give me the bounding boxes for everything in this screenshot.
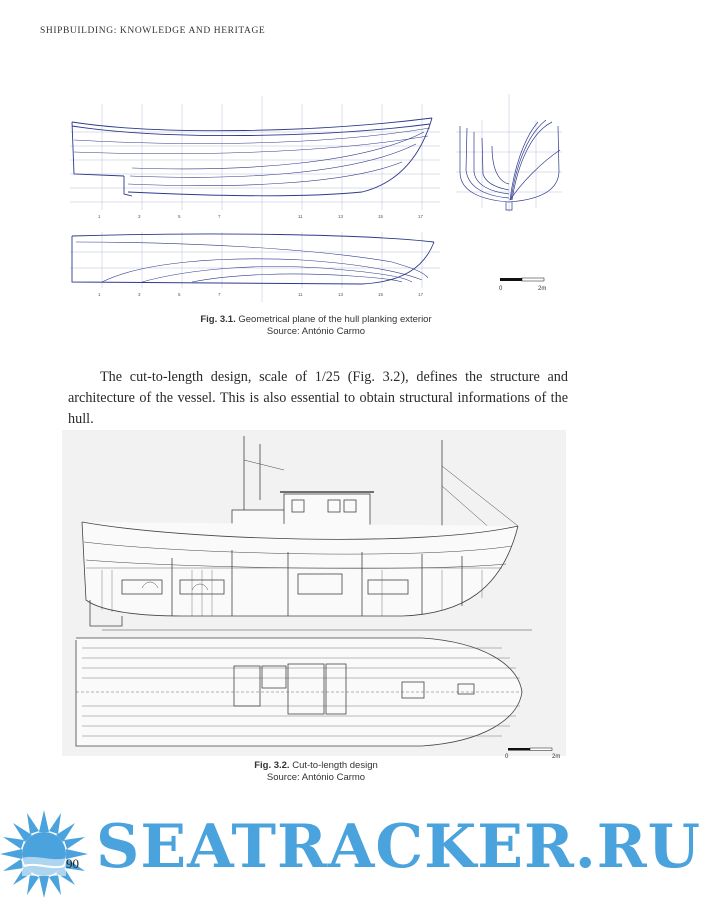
figure-hull-lines-drawing: [62, 92, 572, 304]
figure1-scale-start: 0: [499, 286, 503, 292]
svg-text:5: 5: [178, 214, 181, 219]
svg-text:7: 7: [218, 214, 221, 219]
svg-text:3: 3: [138, 292, 141, 297]
svg-text:1: 1: [98, 214, 101, 219]
svg-text:7: 7: [218, 292, 221, 297]
figure2-scale-labels: [505, 754, 585, 764]
svg-text:1: 1: [98, 292, 101, 297]
svg-text:3: 3: [138, 214, 141, 219]
svg-text:13: 13: [338, 214, 344, 219]
page-number: 90: [66, 856, 79, 871]
body-paragraph: The cut-to-length design, scale of 1/25 (Fig. 3.2), defines the structure and architecture of the vessel. This is also essential to obtain structural informations of the hull.: [68, 369, 568, 427]
svg-text:17: 17: [418, 214, 424, 219]
svg-text:11: 11: [298, 214, 303, 219]
figure1-scale-end: 2m: [538, 286, 547, 292]
svg-text:13: 13: [338, 292, 344, 297]
running-head: SHIPBUILDING: KNOWLEDGE AND HERITAGE: [40, 26, 266, 36]
figure2-title: Cut-to-length design: [292, 760, 378, 771]
figure2-scale-bar: [508, 748, 552, 751]
figure1-source: Source: António Carmo: [266, 326, 366, 337]
watermark-text: SEATRACKER.RU: [96, 812, 701, 882]
figure1-caption: [0, 314, 632, 338]
figure2-source: Source: António Carmo: [266, 772, 366, 783]
figure2-scale-end: 2m: [552, 754, 561, 760]
svg-text:15: 15: [378, 292, 384, 297]
figure-cut-to-length-drawing: [62, 430, 566, 756]
figure1-label: Fig. 3.1.: [200, 314, 236, 325]
svg-text:5: 5: [178, 292, 181, 297]
svg-text:15: 15: [378, 214, 384, 219]
figure1-scale-bar: [500, 278, 544, 281]
figure2-scale-start: 0: [505, 754, 509, 760]
figure1-title: Geometrical plane of the hull planking exterior: [238, 314, 432, 325]
figure2-label: Fig. 3.2.: [254, 760, 290, 771]
svg-text:17: 17: [418, 292, 424, 297]
svg-text:11: 11: [298, 292, 303, 297]
